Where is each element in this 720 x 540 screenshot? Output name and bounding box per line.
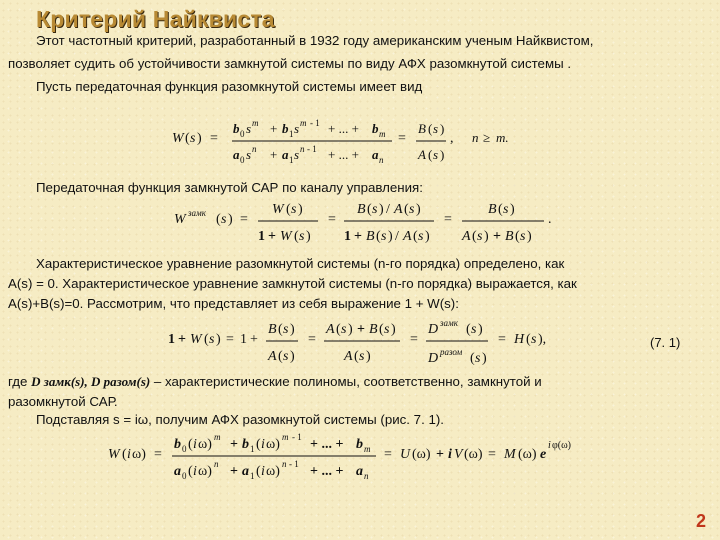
svg-text:s: s (359, 349, 365, 364)
svg-text:+ ... +: + ... + (328, 147, 359, 162)
svg-text:=: = (410, 332, 418, 347)
svg-text:ω): ω) (198, 464, 212, 479)
svg-text:s: s (283, 322, 289, 337)
svg-text:s: s (384, 322, 390, 337)
svg-text:i: i (193, 464, 197, 479)
svg-text:(: ( (413, 229, 418, 244)
svg-text:.: . (548, 212, 552, 227)
svg-text:+ ... +: + ... + (310, 464, 344, 479)
char-eq-line-1: Характеристическое уравнение разомкнутой системы (n-го порядка) определено, как (36, 256, 565, 271)
svg-text:1: 1 (240, 332, 247, 347)
svg-text:s: s (246, 121, 252, 136)
svg-text:1: 1 (250, 471, 255, 481)
svg-text:s: s (283, 349, 289, 364)
svg-text:+: + (354, 229, 362, 244)
svg-text:(: ( (428, 147, 433, 162)
svg-text:/: / (395, 229, 399, 244)
svg-text:(: ( (204, 332, 209, 347)
svg-text:/: / (386, 202, 390, 217)
svg-text:ω): ω) (266, 437, 280, 452)
svg-text:(ω): (ω) (518, 447, 537, 462)
svg-text:≥: ≥ (483, 130, 491, 145)
svg-text:0: 0 (240, 129, 245, 139)
svg-text:U: U (400, 447, 411, 462)
svg-text:s: s (471, 322, 477, 337)
svg-text:s: s (433, 121, 439, 136)
svg-text:): ) (440, 147, 445, 162)
svg-text:V: V (454, 447, 463, 462)
svg-text:s: s (294, 121, 300, 136)
svg-text:1: 1 (258, 229, 265, 244)
svg-text:+: + (230, 464, 238, 479)
transfer-function-intro: Пусть передаточная функция разомкнутой системы имеет вид (36, 79, 423, 94)
svg-text:s: s (291, 202, 297, 217)
svg-text:замк: замк (188, 208, 206, 218)
svg-text:(: ( (379, 322, 384, 337)
svg-text:A: A (394, 202, 403, 217)
svg-text:s: s (433, 147, 439, 162)
svg-text:,: , (450, 131, 454, 146)
svg-text:ω): ω) (266, 464, 280, 479)
svg-text:): ) (510, 202, 515, 217)
svg-text:- 1: - 1 (307, 144, 317, 154)
svg-text:m: m (252, 118, 259, 128)
svg-text:ω): ω) (132, 447, 146, 462)
svg-text:a: a (356, 464, 363, 479)
svg-text:): ) (478, 322, 483, 337)
where-description: – характеристические полиномы, соответственно, замкнутой и (153, 374, 542, 389)
svg-text:B: B (488, 202, 497, 217)
svg-text:A: A (462, 229, 471, 244)
svg-text:B: B (369, 322, 378, 337)
svg-text:i: i (448, 447, 452, 462)
svg-text:+: + (178, 332, 186, 347)
svg-text:(: ( (294, 229, 299, 244)
svg-text:(: ( (188, 464, 193, 479)
page-number: 2 (695, 511, 706, 531)
formula-frequency-response (106, 428, 626, 488)
slide-title: Критерий Найквиста (36, 6, 275, 32)
svg-text:+: + (270, 121, 278, 136)
svg-text:D: D (428, 322, 439, 337)
svg-text:(: ( (367, 202, 372, 217)
svg-text:0: 0 (240, 155, 245, 165)
svg-text:s: s (503, 202, 509, 217)
svg-text:- 1: - 1 (310, 118, 320, 128)
svg-text:b: b (233, 121, 240, 136)
svg-text:m: m (282, 432, 289, 442)
svg-text:B: B (268, 322, 277, 337)
svg-text:(: ( (354, 349, 359, 364)
svg-text:s: s (372, 202, 378, 217)
closed-loop-intro: Передаточная функция замкнутой САР по каналу управления: (36, 180, 423, 195)
svg-text:+ ... +: + ... + (328, 121, 359, 136)
svg-text:A: A (326, 322, 335, 337)
svg-text:s: s (190, 131, 196, 146)
svg-text:W: W (108, 447, 120, 462)
svg-text:+ ... +: + ... + (310, 437, 344, 452)
svg-text:+: + (357, 322, 365, 337)
svg-text:+: + (493, 229, 501, 244)
where-symbols: D замк(s), D разом(s) (31, 374, 151, 389)
svg-text:=: = (384, 447, 392, 462)
substitution-line: Подставляя s = iω, получим АФХ разомкнутой системы (рис. 7. 1). (36, 412, 444, 427)
svg-text:(: ( (256, 464, 261, 479)
svg-text:n: n (252, 144, 257, 154)
svg-text:1: 1 (168, 332, 175, 347)
svg-text:): ) (306, 229, 311, 244)
svg-text:1: 1 (289, 155, 294, 165)
svg-text:b: b (242, 437, 249, 452)
svg-text:n: n (379, 155, 384, 165)
svg-text:): ) (298, 202, 303, 217)
svg-text:): ) (425, 229, 430, 244)
svg-text:+: + (230, 437, 238, 452)
svg-text:a: a (282, 147, 289, 162)
svg-text:(: ( (466, 322, 471, 337)
svg-text:W: W (272, 202, 284, 217)
svg-text:n: n (214, 459, 219, 469)
svg-text:): ) (290, 349, 295, 364)
svg-text:(: ( (428, 121, 433, 136)
svg-text:): ) (527, 229, 532, 244)
svg-text:B: B (357, 202, 366, 217)
svg-text:a: a (242, 464, 249, 479)
svg-text:n: n (282, 459, 287, 469)
svg-text:0: 0 (182, 471, 187, 481)
svg-text:(: ( (185, 131, 190, 146)
svg-text:- 1: - 1 (289, 459, 299, 469)
svg-text:W: W (172, 131, 184, 146)
char-eq-line-3: A(s)+B(s)=0. Рассмотрим, что представляет из себя выражение 1 + W(s): (8, 296, 459, 311)
svg-text:a: a (233, 147, 240, 162)
svg-text:=: = (240, 212, 248, 227)
svg-text:i: i (261, 437, 265, 452)
svg-text:): ) (366, 349, 371, 364)
svg-text:): ) (391, 322, 396, 337)
svg-text:): ) (228, 212, 233, 227)
svg-text:b: b (282, 121, 289, 136)
svg-text:(: ( (515, 229, 520, 244)
formula-open-loop-transfer-function (170, 112, 550, 176)
svg-text:a: a (372, 147, 379, 162)
svg-text:(: ( (498, 202, 503, 217)
svg-text:A: A (268, 349, 277, 364)
svg-text:(: ( (526, 332, 531, 347)
svg-text:): ) (440, 121, 445, 136)
svg-text:s: s (409, 202, 415, 217)
where-prefix: где (8, 374, 28, 389)
svg-text:- 1: - 1 (292, 432, 302, 442)
svg-text:(: ( (404, 202, 409, 217)
svg-text:): ) (290, 322, 295, 337)
svg-text:A: A (403, 229, 412, 244)
svg-text:s: s (381, 229, 387, 244)
svg-text:i: i (193, 437, 197, 452)
where-line-2: разомкнутой САР. (8, 394, 118, 409)
svg-text:M: M (504, 447, 516, 462)
svg-text:s: s (299, 229, 305, 244)
svg-text:b: b (174, 437, 181, 452)
svg-text:=: = (308, 332, 316, 347)
svg-text:),: ), (538, 332, 547, 347)
svg-text:+: + (250, 332, 258, 347)
where-line-1 (8, 371, 542, 392)
svg-text:(: ( (472, 229, 477, 244)
svg-text:n: n (472, 130, 479, 145)
svg-text:m: m (300, 118, 307, 128)
svg-text:(: ( (470, 351, 475, 366)
svg-text:s: s (209, 332, 215, 347)
svg-text:(ω): (ω) (412, 447, 431, 462)
svg-text:H: H (514, 332, 525, 347)
svg-text:замк: замк (440, 318, 458, 328)
equation-number: (7. 1) (650, 335, 681, 350)
svg-text:(: ( (286, 202, 291, 217)
svg-text:(: ( (216, 212, 221, 227)
svg-text:A: A (418, 147, 426, 162)
svg-text:ω): ω) (198, 437, 212, 452)
svg-text:s: s (520, 229, 526, 244)
svg-text:n: n (300, 144, 305, 154)
formula-characteristic-polynomial (166, 313, 586, 375)
svg-text:W: W (174, 212, 186, 227)
svg-text:s: s (475, 351, 481, 366)
svg-text:m: m (364, 444, 371, 454)
svg-text:): ) (416, 202, 421, 217)
svg-text:s: s (477, 229, 483, 244)
svg-text:m.: m. (496, 130, 509, 145)
svg-text:(: ( (336, 322, 341, 337)
svg-text:+: + (436, 447, 444, 462)
svg-text:1: 1 (344, 229, 351, 244)
svg-text:1: 1 (250, 444, 255, 454)
svg-text:s: s (418, 229, 424, 244)
svg-text:(: ( (122, 447, 127, 462)
svg-text:=: = (398, 131, 406, 146)
svg-text:=: = (210, 131, 218, 146)
svg-text:(: ( (256, 437, 261, 452)
svg-text:W: W (280, 229, 292, 244)
svg-text:s: s (531, 332, 537, 347)
svg-text:n: n (364, 471, 369, 481)
svg-text:): ) (348, 322, 353, 337)
svg-text:): ) (482, 351, 487, 366)
svg-text:=: = (444, 212, 452, 227)
svg-text:s: s (246, 147, 252, 162)
svg-text:0: 0 (182, 444, 187, 454)
svg-text:(: ( (188, 437, 193, 452)
svg-text:e: e (540, 447, 547, 462)
svg-text:=: = (226, 332, 234, 347)
svg-text:+: + (268, 229, 276, 244)
svg-text:a: a (174, 464, 181, 479)
svg-text:=: = (488, 447, 496, 462)
svg-text:=: = (328, 212, 336, 227)
svg-text:s: s (294, 147, 300, 162)
svg-text:B: B (505, 229, 514, 244)
svg-text:b: b (356, 437, 363, 452)
svg-text:i: i (127, 447, 131, 462)
svg-text:D: D (428, 351, 439, 366)
svg-text:1: 1 (289, 129, 294, 139)
svg-text:): ) (379, 202, 384, 217)
formula-closed-loop-transfer-function (172, 196, 572, 254)
svg-text:): ) (484, 229, 489, 244)
svg-text:φ(ω): φ(ω) (552, 440, 572, 451)
svg-text:=: = (498, 332, 506, 347)
svg-text:A: A (344, 349, 353, 364)
svg-text:): ) (197, 131, 202, 146)
svg-text:W: W (190, 332, 202, 347)
svg-text:i: i (261, 464, 265, 479)
svg-text:s: s (221, 212, 227, 227)
svg-text:(: ( (278, 349, 283, 364)
svg-text:разом: разом (440, 347, 463, 357)
svg-text:): ) (388, 229, 393, 244)
svg-text:i: i (548, 440, 551, 451)
svg-text:(: ( (278, 322, 283, 337)
svg-text:): ) (216, 332, 221, 347)
svg-text:B: B (366, 229, 375, 244)
svg-text:(ω): (ω) (464, 447, 483, 462)
svg-text:s: s (341, 322, 347, 337)
svg-text:b: b (372, 121, 379, 136)
intro-line-2: позволяет судить об устойчивости замкнутой системы по виду АФХ разомкнутой системы . (8, 56, 572, 71)
svg-text:m: m (214, 432, 221, 442)
svg-text:+: + (270, 147, 278, 162)
intro-line-1: Этот частотный критерий, разработанный в 1932 году американским ученым Найквистом, (36, 33, 594, 48)
svg-text:=: = (154, 447, 162, 462)
svg-text:(: ( (376, 229, 381, 244)
char-eq-line-2: A(s) = 0. Характеристическое уравнение замкнутой системы (n-го порядка) выражается, как (8, 276, 577, 291)
svg-text:B: B (418, 121, 426, 136)
svg-text:m: m (379, 129, 386, 139)
